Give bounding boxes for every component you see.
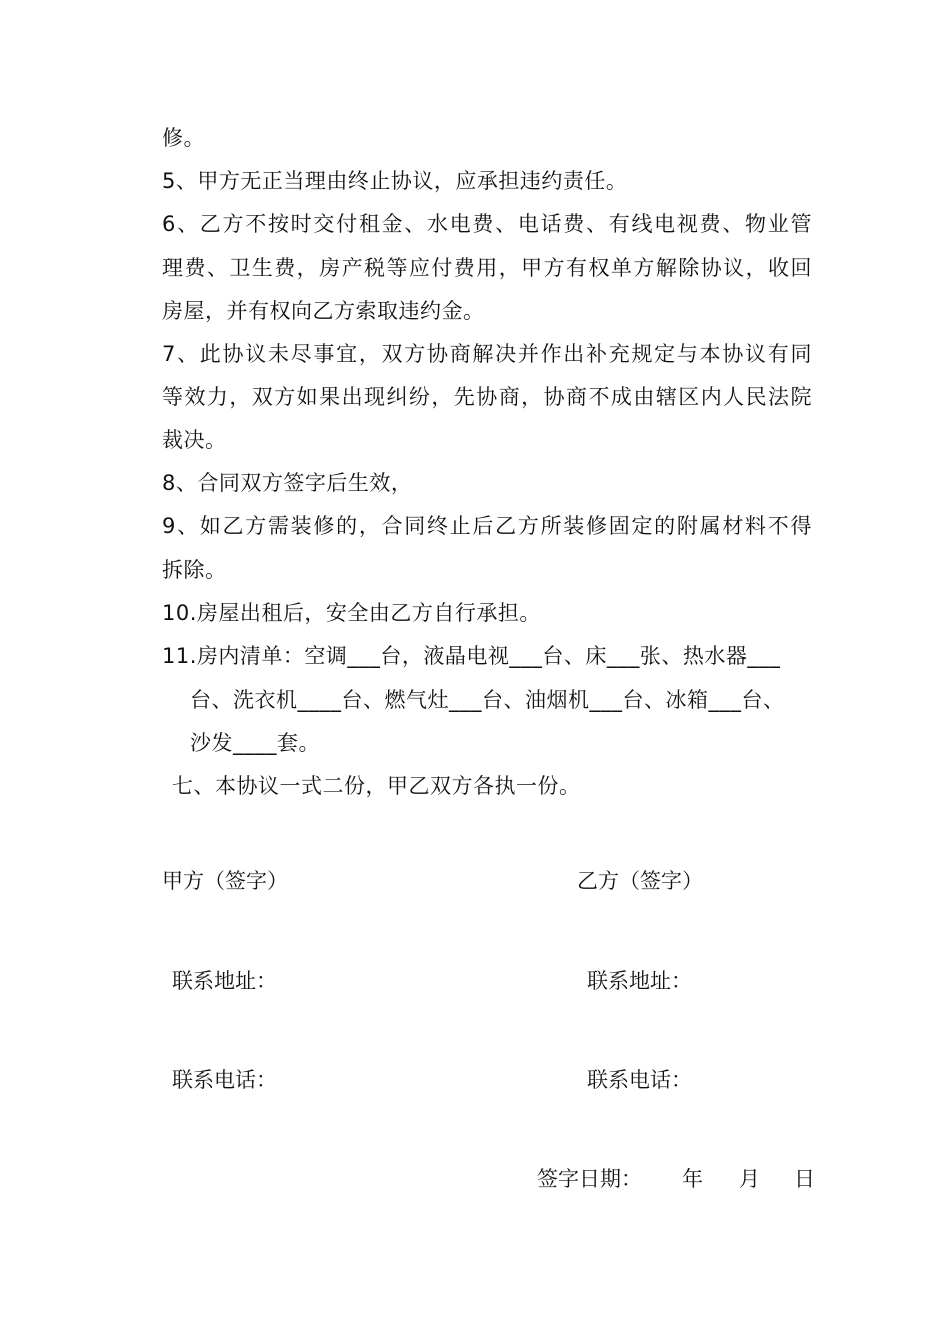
clause-11-line-3: 沙发____套。 (190, 731, 320, 755)
clause-10: 10.房屋出租后，安全由乙方自行承担。 (162, 601, 541, 625)
party-b-signature-label: 乙方（签字） (577, 869, 703, 893)
clause-7-line-3: 裁决。 (162, 428, 227, 452)
party-a-phone-label: 联系电话： (172, 1068, 277, 1092)
clause-11-line-2: 台、洗衣机____台、燃气灶___台、油烟机___台、冰箱___台、 (190, 688, 785, 712)
clause-6-line-2: 理费、卫生费，房产税等应付费用，甲方有权单方解除协议，收回 (162, 256, 812, 280)
clause-4-tail: 修。 (162, 126, 205, 150)
clause-9-line-1: 9、如乙方需装修的，合同终止后乙方所装修固定的附属材料不得 (162, 514, 812, 538)
clause-11-line-1: 11.房内清单：空调___台，液晶电视___台、床___张、热水器___ (162, 644, 781, 668)
clause-7-line-1: 7、此协议未尽事宜，双方协商解决并作出补充规定与本协议有同 (162, 342, 812, 366)
clause-8: 8、合同双方签字后生效， (162, 471, 413, 495)
party-b-phone-label: 联系电话： (587, 1068, 692, 1092)
clause-9-line-2: 拆除。 (162, 558, 227, 582)
clause-7-line-2: 等效力，双方如果出现纠纷，先协商，协商不成由辖区内人民法院 (162, 385, 812, 409)
party-b-address-label: 联系地址： (587, 969, 692, 993)
sign-date-label: 签字日期： (537, 1167, 642, 1191)
sign-date-year: 年 (682, 1167, 703, 1191)
clause-5: 5、甲方无正当理由终止协议，应承担违约责任。 (162, 169, 628, 193)
clause-6-line-1: 6、乙方不按时交付租金、水电费、电话费、有线电视费、物业管 (162, 212, 812, 236)
sign-date-day: 日 (794, 1167, 815, 1191)
section-7: 七、本协议一式二份，甲乙双方各执一份。 (172, 774, 581, 798)
sign-date-month: 月 (739, 1167, 760, 1191)
clause-6-line-3: 房屋，并有权向乙方索取违约金。 (162, 299, 485, 323)
party-a-address-label: 联系地址： (172, 969, 277, 993)
party-a-signature-label: 甲方（签字） (162, 869, 288, 893)
